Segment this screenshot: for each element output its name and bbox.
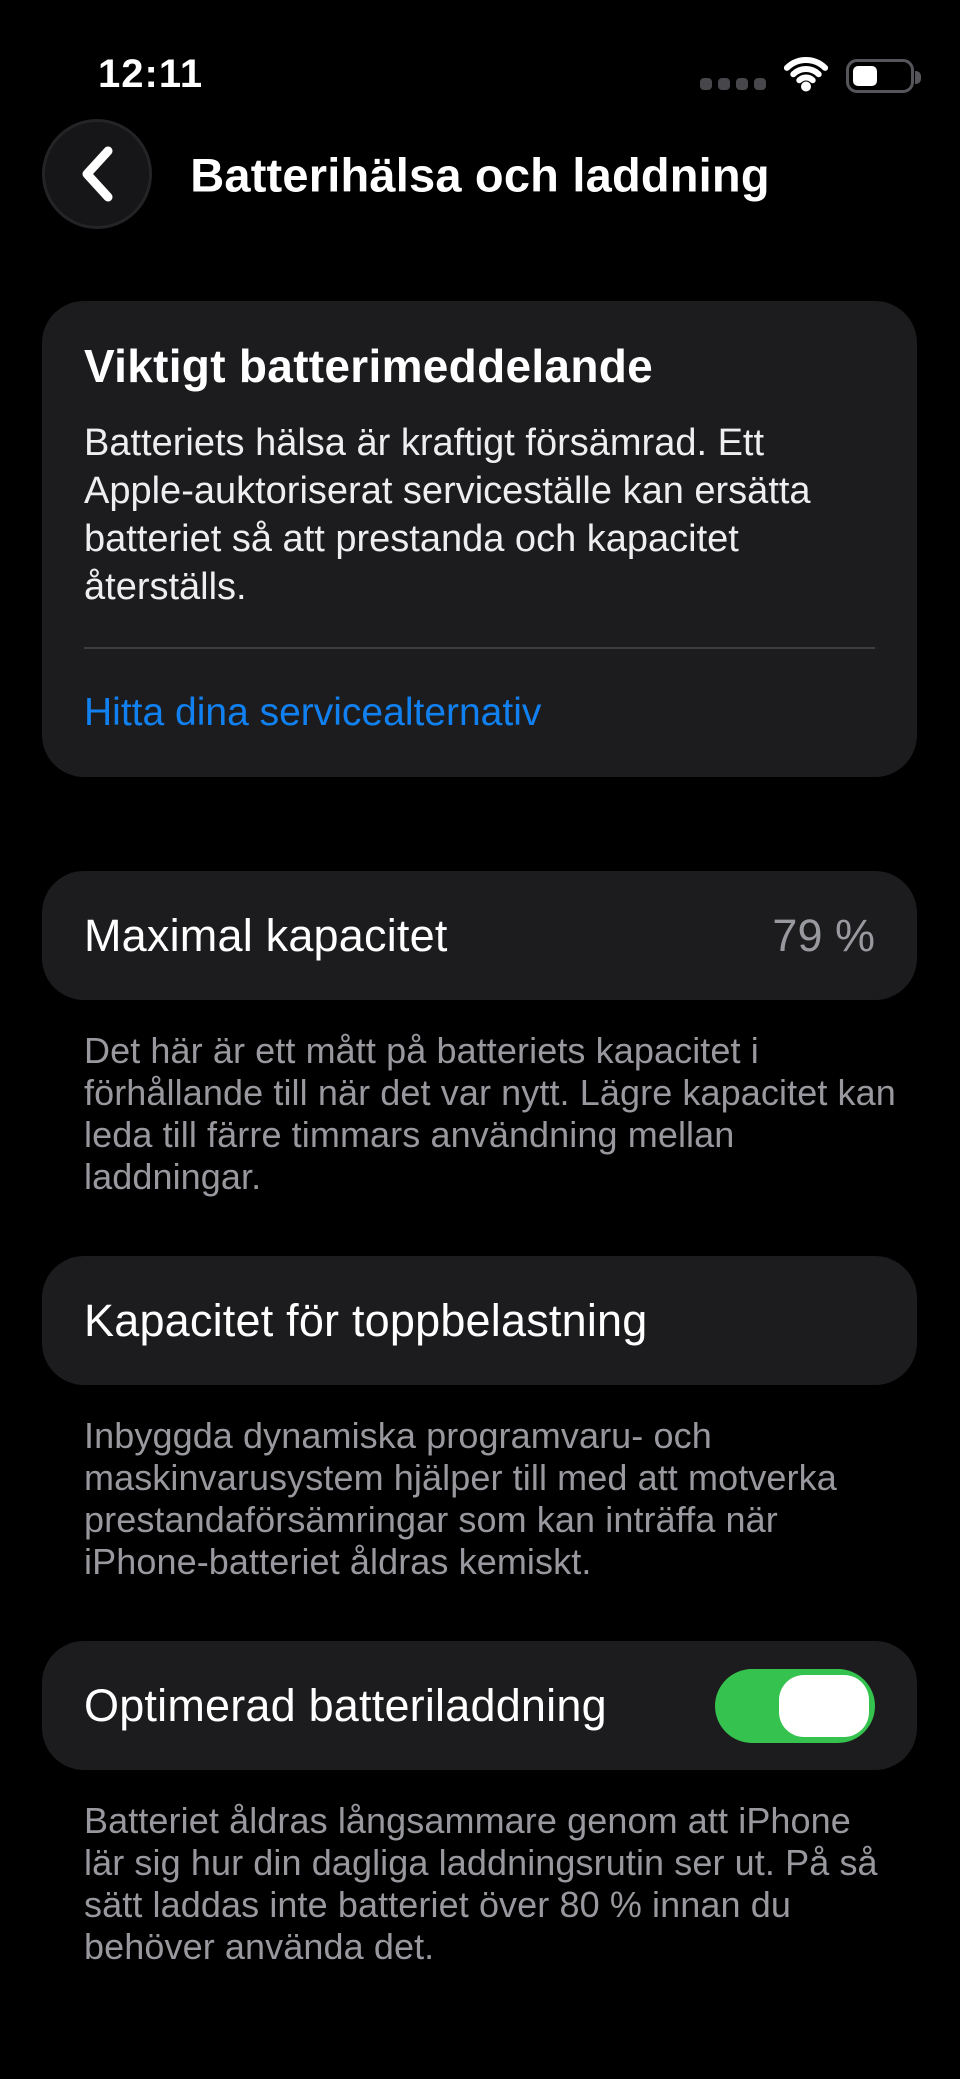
service-options-link[interactable]: Hitta dina servicealternativ <box>84 691 542 734</box>
battery-fill <box>853 66 877 86</box>
optimized-charging-footer: Batteriet åldras långsammare genom att iPhone lär sig hur din dagliga laddningsrutin ser ut. På så sätt laddas inte batteriet över 80 % innan du behöver använda det. <box>84 1800 878 1967</box>
toggle-knob <box>779 1675 869 1737</box>
nav-header <box>0 119 960 231</box>
divider <box>84 647 875 649</box>
notice-title: Viktigt batterimeddelande <box>84 340 654 392</box>
max-capacity-footer: Det här är ett mått på batteriets kapacitet i förhållande till när det var nytt. Lägre kapacitet kan leda till färre timmars användning mellan laddningar. <box>84 1030 896 1197</box>
status-time: 12:11 <box>98 52 204 96</box>
optimized-charging-toggle[interactable] <box>715 1669 875 1743</box>
status-bar <box>0 0 960 97</box>
max-capacity-row <box>42 871 917 1000</box>
status-icons <box>700 55 914 97</box>
optimized-charging-label: Optimerad batteriladdning <box>84 1679 607 1731</box>
peak-performance-row <box>42 1256 917 1385</box>
peak-performance-footer: Inbyggda dynamiska programvaru- och maskinvarusystem hjälper till med att motverka prestandaförsämringar som kan inträffa när iPhone-batteriet åldras kemiskt. <box>84 1415 837 1582</box>
notice-body: Batteriets hälsa är kraftigt försämrad. Ett Apple-auktoriserat serviceställe kan ersätta batteriet så att prestanda och kapacitet återställs. <box>84 422 811 608</box>
cellular-signal-icon <box>700 78 766 90</box>
max-capacity-label: Maximal kapacitet <box>84 909 448 961</box>
max-capacity-value: 79 % <box>772 909 875 961</box>
peak-performance-label: Kapacitet för toppbelastning <box>84 1294 648 1346</box>
battery-nub <box>915 71 921 84</box>
page-title: Batterihälsa och laddning <box>190 148 770 202</box>
battery-icon <box>846 59 914 93</box>
wifi-icon <box>782 55 830 92</box>
optimized-charging-row <box>42 1641 917 1770</box>
battery-notice-card <box>42 301 917 777</box>
